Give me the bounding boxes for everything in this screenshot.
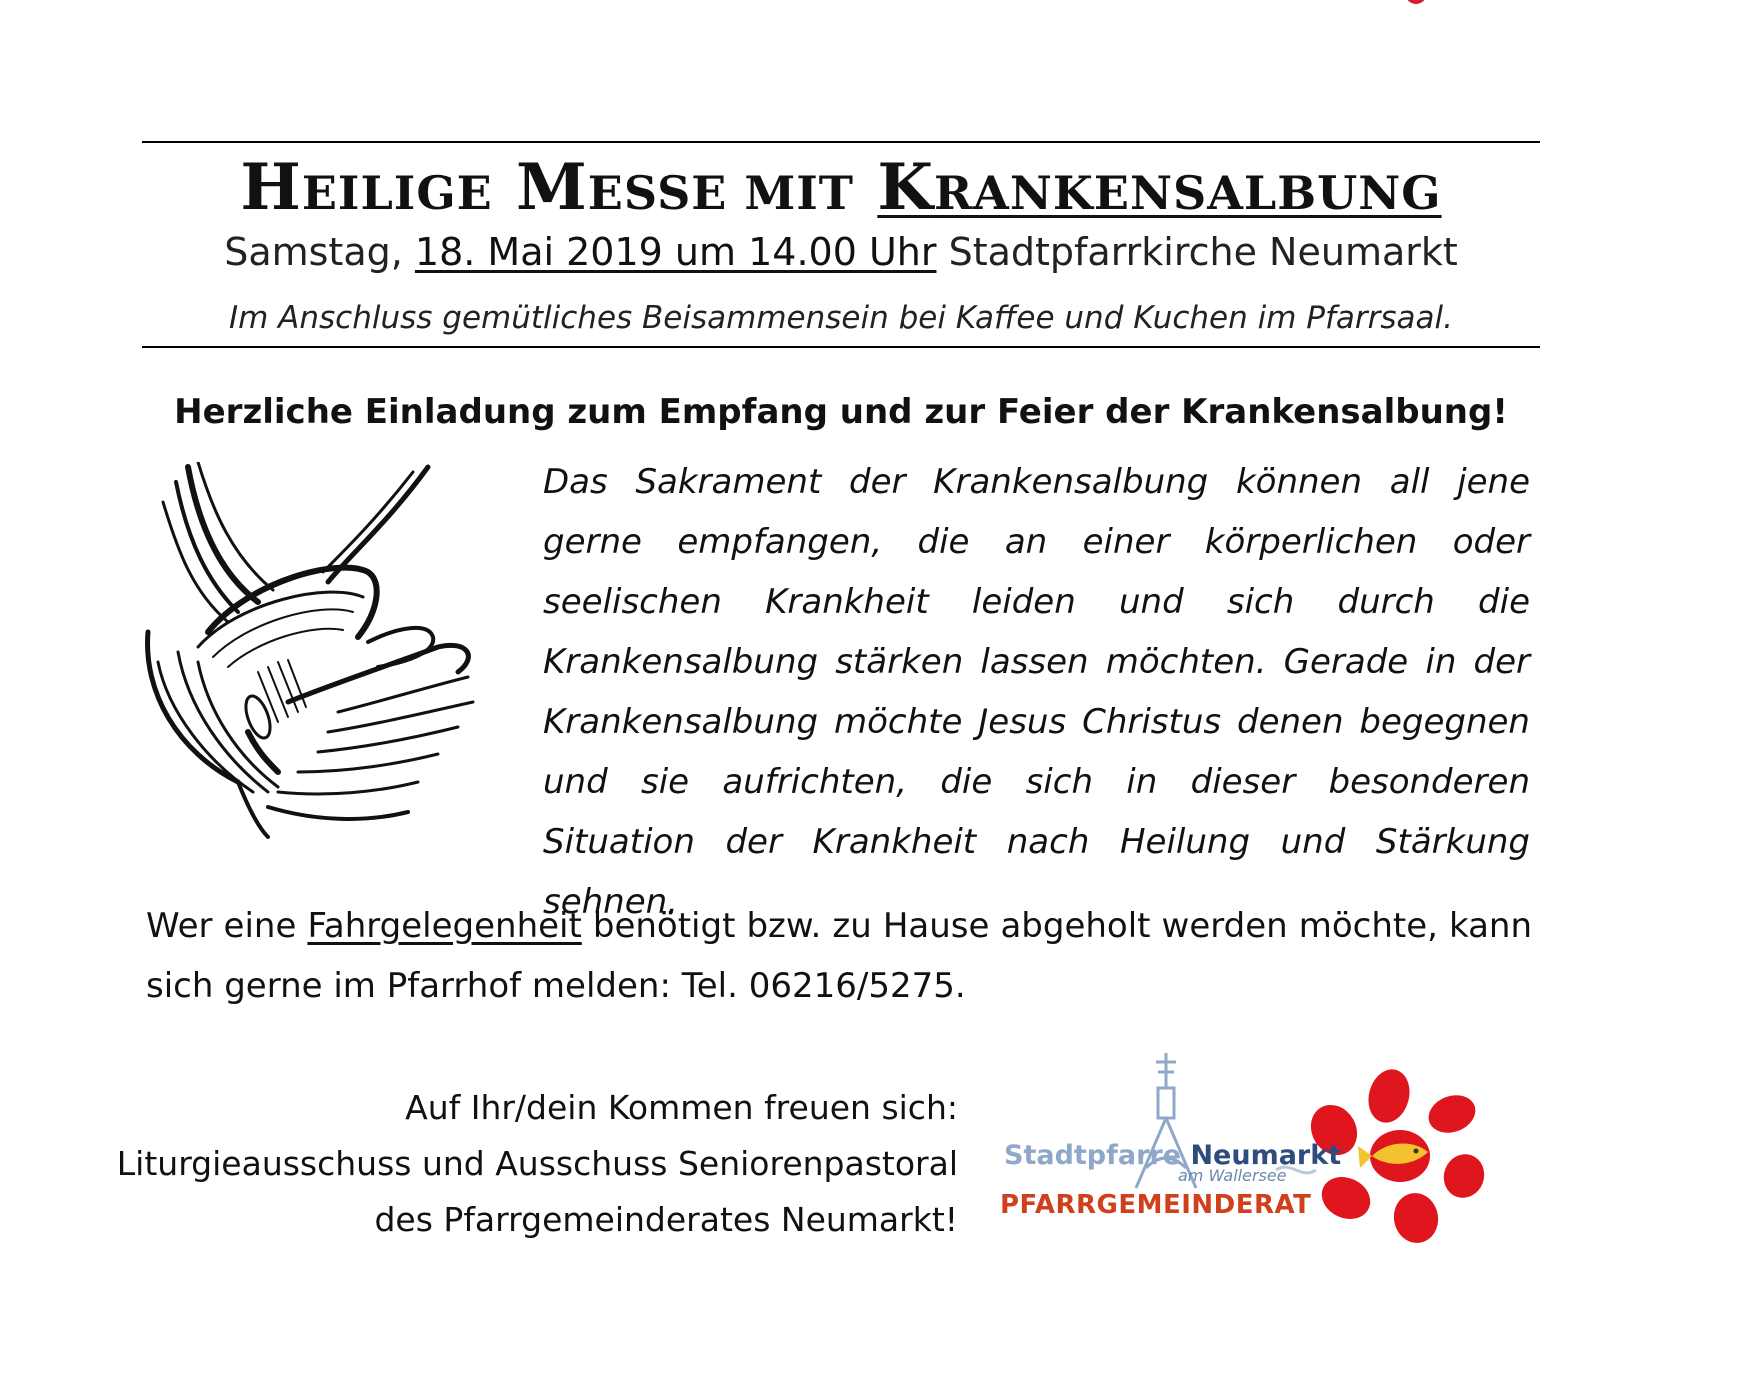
- event-subline: Im Anschluss gemütliches Beisammensein bei Kaffee und Kuchen im Pfarrsaal.: [228, 300, 1453, 336]
- invitation-heading: Herzliche Einladung zum Empfang und zur Feier der Krankensalbung!: [174, 392, 1508, 432]
- header-rule-bottom: [142, 346, 1540, 348]
- event-date-line: [142, 228, 1540, 276]
- signature-line-3: des Pfarrgemeinderates Neumarkt!: [374, 1200, 958, 1239]
- logo-subname: am Wallersee: [1178, 1166, 1287, 1185]
- event-datetime: 18. Mai 2019 um 14.00 Uhr: [414, 230, 937, 274]
- logo-council: PFARRGEMEINDERAT: [1000, 1190, 1312, 1220]
- logo-name: Stadtpfarre Neumarkt: [1004, 1140, 1342, 1171]
- ride-keyword: Fahrgelegenheit: [307, 906, 582, 946]
- signature-block: [100, 1080, 958, 1248]
- event-weekday: Samstag,: [224, 230, 403, 274]
- corner-decoration: [1405, 0, 1427, 4]
- event-location: Stadtpfarrkirche Neumarkt: [948, 230, 1458, 274]
- ride-paragraph: Wer eine Fahrgelegenheit benötigt bzw. zu Hause abgeholt werden möchte, kann sich gerne im Pfarrhof melden: Tel. 06216/5275.: [146, 906, 1533, 1006]
- body-paragraph: Das Sakrament der Krankensalbung können all jene gerne empfangen, die an einer körperlichen oder seelischen Krankheit leiden und sich durch die Krankensalbung stärken lassen möchten. Gerade in der Krankensalbung möchte Jesus Christus denen begegnen und sie aufrichten, die sich in dieser besonderen Situation der Krankheit nach Heilung und Stärkung sehnen.: [543, 462, 1530, 922]
- hands-illustration: [138, 462, 518, 852]
- header-rule-top: [142, 141, 1540, 143]
- signature-line-2: Liturgieausschuss und Ausschuss Seniorenpastoral: [116, 1144, 958, 1183]
- signature-line-1: Auf Ihr/dein Kommen freuen sich:: [405, 1088, 958, 1127]
- page-title: HEILIGE MESSE MIT KRANKENSALBUNG: [240, 150, 1442, 225]
